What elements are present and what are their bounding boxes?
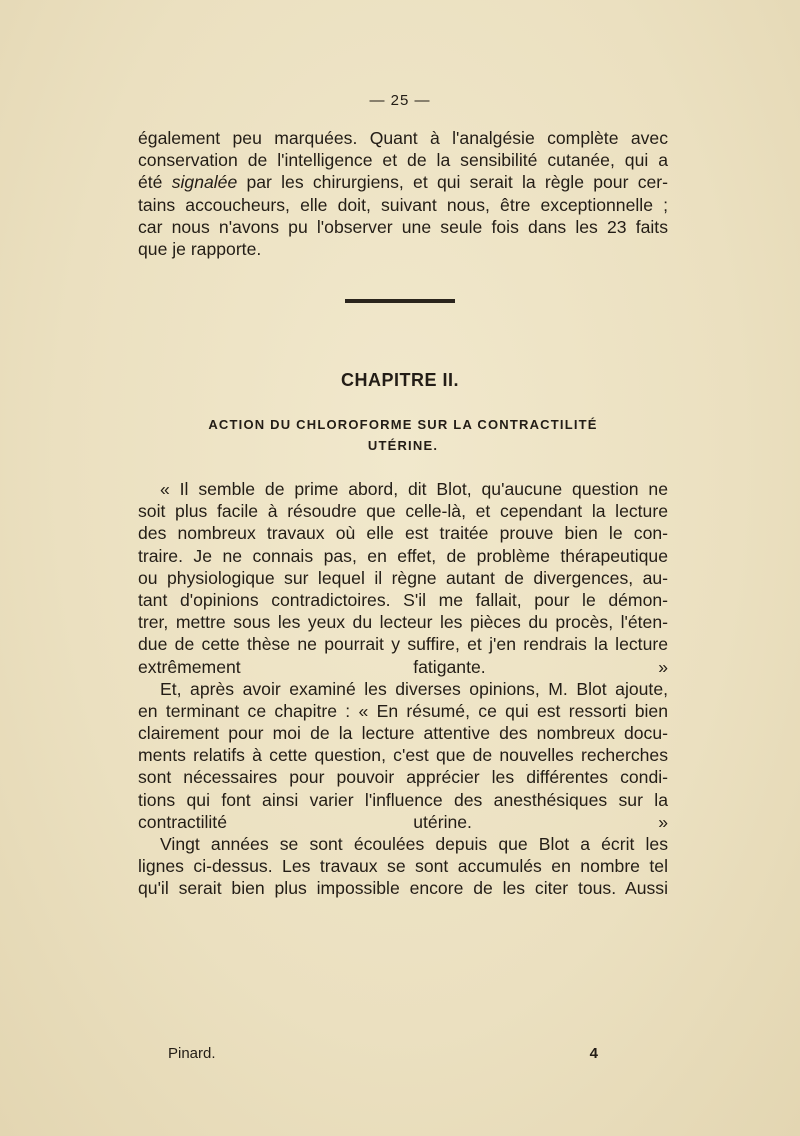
text-line: également peu marquées. Quant à l'analgésie complète avec [138,128,668,148]
signature-mark: 4 [589,1045,598,1062]
text-line: trer, mettre sous les yeux du lecteur les pièces du procès, l'éten- [138,612,668,633]
text-line: tions qui font ainsi varier l'influence des anesthésiques sur la [138,789,668,810]
section-title-line: ACTION DU CHLOROFORME SUR LA CONTRACTILITÉ [208,417,598,432]
text-line: été signalée par les chirurgiens, et qui serait la règle pour cer- [138,172,668,193]
text-line: lignes ci-dessus. Les travaux se sont accumulés en nombre tel [138,856,668,877]
text-line: que je rapporte. [138,238,262,259]
text-line: Vingt années se sont écoulées depuis que Blot a écrit les [160,834,668,854]
text-line: due de cette thèse ne pourrait y suffire, et j'en rendrais la lecture [138,634,668,655]
text-line: contractilité utérine. » [138,811,668,832]
text-line: sont nécessaires pour pouvoir apprécier les différentes condi- [138,767,668,788]
chapter-title: CHAPITRE II. [340,370,459,390]
text-line: ou physiologique sur lequel il règne autant de divergences, au- [138,567,668,588]
page-number: — 25 — [369,92,431,109]
text-line: soit plus facile à résoudre que celle-là, et cependant la lecture [138,501,668,522]
opening-paragraph [138,127,668,260]
text-line: clairement pour moi de la lecture attentive des nombreux docu- [138,723,668,744]
text-line: ments relatifs à cette question, c'est que de nouvelles recherches [138,745,668,766]
text-line: Et, après avoir examiné les diverses opinions, M. Blot ajoute, [160,678,668,699]
text-line: tant d'opinions contradictoires. S'il me fallait, pour le démon- [138,589,668,610]
text-line: conservation de l'intelligence et de la sensibilité cutanée, qui a [138,150,668,171]
section-title-line: UTÉRINE. [367,438,439,453]
text-line: traire. Je ne connais pas, en effet, de problème thérapeutique [138,545,668,566]
text-line: tains accoucheurs, elle doit, suivant nous, être exceptionnelle ; [138,194,668,215]
text-line: qu'il serait bien plus impossible encore de les citer tous. Aussi [138,878,668,899]
printer-signature: Pinard. [168,1045,216,1062]
italic-word: signalée [171,172,238,193]
text-line: des nombreux travaux où elle est traitée prouve bien le con- [138,523,668,544]
section-title [138,414,668,456]
text-line: « Il semble de prime abord, dit Blot, qu'aucune question ne [160,479,668,499]
text-line: extrêmement fatigante. » [138,656,668,677]
section-divider [345,299,455,303]
text-line: car nous n'avons pu l'observer une seule fois dans les 23 faits [138,216,668,237]
text-line: en terminant ce chapitre : « En résumé, ce qui est ressorti bien [138,700,668,721]
body-text [138,478,668,900]
